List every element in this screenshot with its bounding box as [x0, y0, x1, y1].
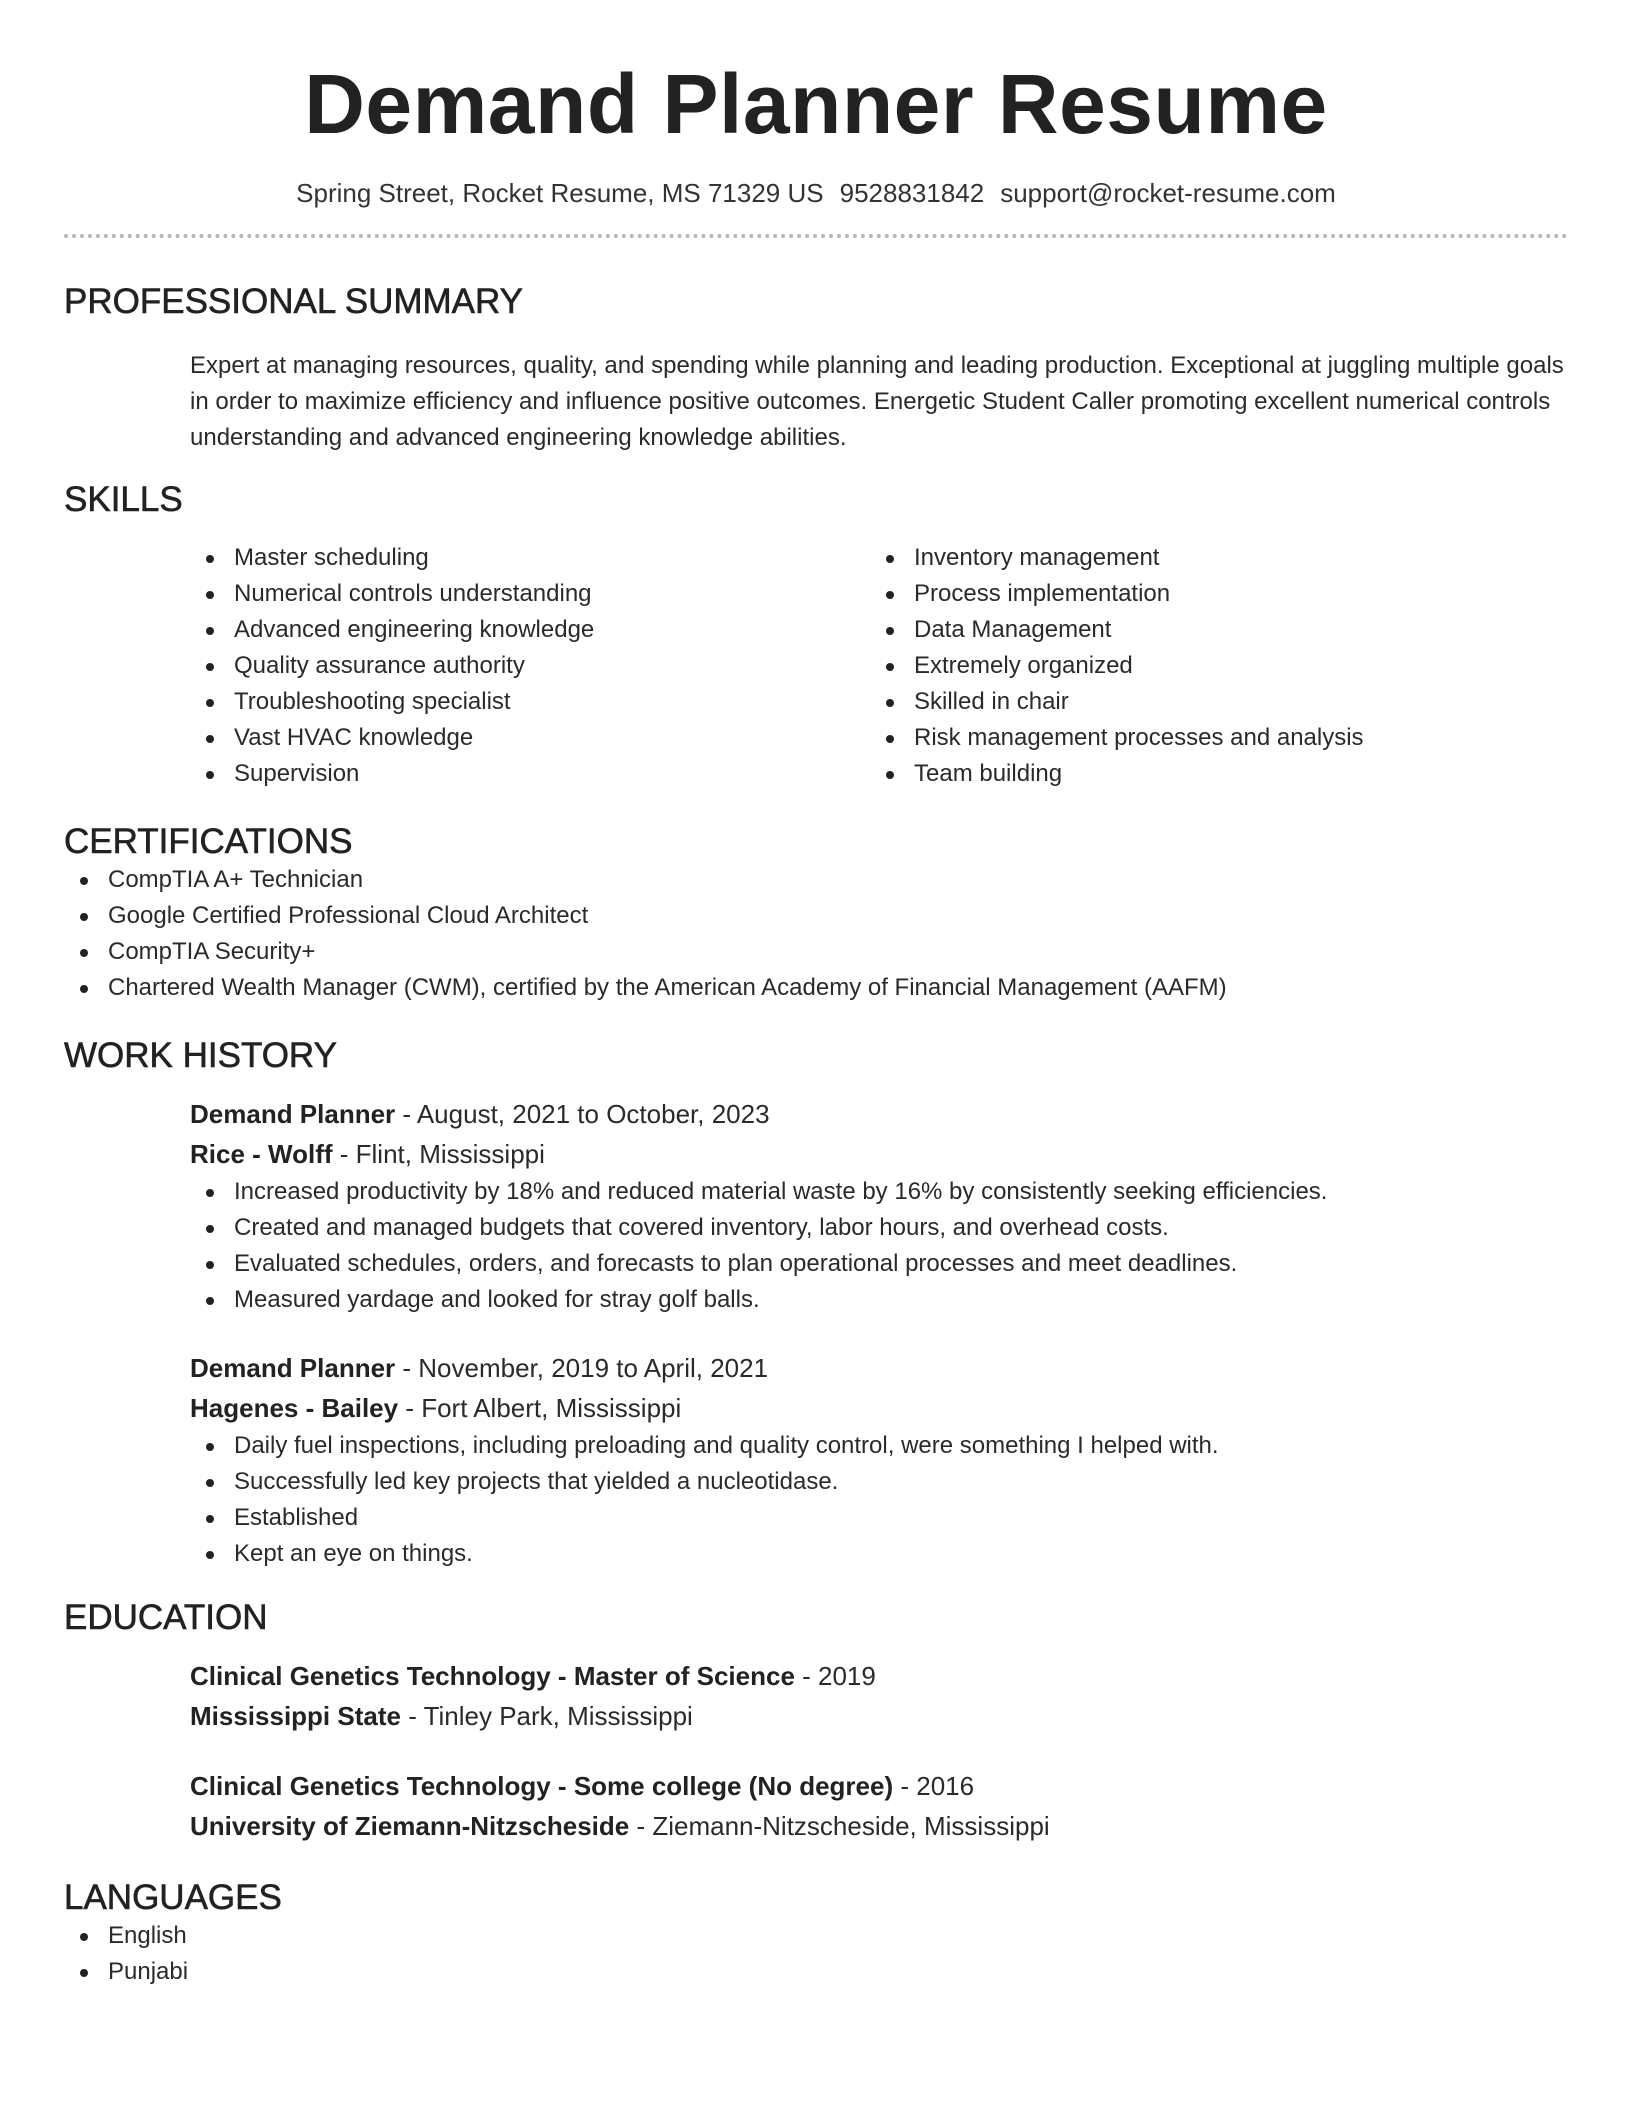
language-item: Punjabi — [64, 1954, 1568, 1990]
certifications-list — [64, 862, 1568, 1006]
job-entry — [190, 1348, 1568, 1572]
job-role: Demand Planner — [190, 1099, 396, 1129]
skills-heading: SKILLS — [64, 480, 183, 519]
skills-grid — [190, 540, 1568, 792]
skill-item: Master scheduling — [190, 540, 870, 576]
job-dates: - August, 2021 to October, 2023 — [395, 1099, 770, 1129]
languages-heading: LANGUAGES — [64, 1878, 282, 1917]
skill-item: Vast HVAC knowledge — [190, 720, 870, 756]
certification-item: Google Certified Professional Cloud Architect — [64, 898, 1568, 934]
job-bullet: Successfully led key projects that yielded a nucleotidase. — [190, 1464, 1568, 1500]
education-school: Mississippi State — [190, 1701, 401, 1731]
education-location: - Tinley Park, Mississippi — [400, 1701, 693, 1731]
work-history-heading: WORK HISTORY — [64, 1036, 337, 1075]
skill-item: Data Management — [870, 612, 1550, 648]
education-school-line — [190, 1806, 1568, 1846]
skills-column-left — [190, 540, 870, 792]
skill-item: Advanced engineering knowledge — [190, 612, 870, 648]
skills-column-right — [870, 540, 1550, 792]
job-bullet: Kept an eye on things. — [190, 1536, 1568, 1572]
job-bullet: Established — [190, 1500, 1568, 1536]
education-year: - 2019 — [794, 1661, 876, 1691]
skill-item: Skilled in chair — [870, 684, 1550, 720]
skill-item: Team building — [870, 756, 1550, 792]
summary-section — [64, 282, 1568, 456]
certification-item: CompTIA Security+ — [64, 934, 1568, 970]
education-location: - Ziemann-Nitzscheside, Mississippi — [629, 1811, 1050, 1841]
education-entry — [190, 1656, 1568, 1736]
education-degree-line — [190, 1766, 1568, 1806]
skill-item: Process implementation — [870, 576, 1550, 612]
job-bullet: Daily fuel inspections, including preloading and quality control, were something I helped with. — [190, 1428, 1568, 1464]
languages-list — [64, 1918, 1568, 1990]
education-degree-line — [190, 1656, 1568, 1696]
education-degree: Clinical Genetics Technology - Master of Science — [190, 1661, 795, 1691]
job-company-line — [190, 1134, 1568, 1174]
job-bullets — [190, 1174, 1568, 1318]
language-item: English — [64, 1918, 1568, 1954]
job-entry — [190, 1094, 1568, 1318]
job-company: Rice - Wolff — [190, 1139, 333, 1169]
skill-item: Inventory management — [870, 540, 1550, 576]
skill-item: Quality assurance authority — [190, 648, 870, 684]
skills-section — [64, 480, 1568, 792]
job-bullet: Increased productivity by 18% and reduced material waste by 16% by consistently seeking efficiencies. — [190, 1174, 1568, 1210]
skill-item: Troubleshooting specialist — [190, 684, 870, 720]
certification-item: CompTIA A+ Technician — [64, 862, 1568, 898]
job-bullet: Created and managed budgets that covered inventory, labor hours, and overhead costs. — [190, 1210, 1568, 1246]
work-history-section — [64, 1036, 1568, 1572]
summary-text: Expert at managing resources, quality, and spending while planning and leading production. Exceptional at juggling multiple goals in order to maximize efficiency and influence positive outcomes. Energetic Student Caller promoting excellent numerical controls understanding and advanced engineering knowledge abilities. — [190, 352, 1564, 451]
summary-heading: PROFESSIONAL SUMMARY — [64, 282, 523, 321]
skill-item: Extremely organized — [870, 648, 1550, 684]
job-company: Hagenes - Bailey — [190, 1393, 399, 1423]
education-section — [64, 1598, 1568, 1846]
job-role: Demand Planner — [190, 1353, 396, 1383]
education-degree: Clinical Genetics Technology - Some college (No degree) — [190, 1771, 894, 1801]
header-divider — [64, 234, 1568, 238]
job-bullet: Evaluated schedules, orders, and forecasts to plan operational processes and meet deadlines. — [190, 1246, 1568, 1282]
contact-phone: 9528831842 — [839, 178, 985, 208]
job-location: - Fort Albert, Mississippi — [398, 1393, 682, 1423]
education-school-line — [190, 1696, 1568, 1736]
skill-item: Numerical controls understanding — [190, 576, 870, 612]
certification-item: Chartered Wealth Manager (CWM), certified by the American Academy of Financial Management (AAFM) — [64, 970, 1568, 1006]
skill-item: Supervision — [190, 756, 870, 792]
job-bullets — [190, 1428, 1568, 1572]
job-role-line — [190, 1094, 1568, 1134]
job-location: - Flint, Mississippi — [332, 1139, 545, 1169]
certifications-section — [64, 822, 1568, 1006]
contact-address: Spring Street, Rocket Resume, MS 71329 US — [296, 178, 824, 208]
languages-section — [64, 1878, 1568, 1990]
contact-email: support@rocket-resume.com — [1000, 178, 1336, 208]
education-year: - 2016 — [893, 1771, 975, 1801]
job-company-line — [190, 1388, 1568, 1428]
certifications-heading: CERTIFICATIONS — [64, 822, 353, 861]
skill-item: Risk management processes and analysis — [870, 720, 1550, 756]
education-entry — [190, 1766, 1568, 1846]
job-role-line — [190, 1348, 1568, 1388]
job-bullet: Measured yardage and looked for stray golf balls. — [190, 1282, 1568, 1318]
education-school: University of Ziemann-Nitzscheside — [190, 1811, 630, 1841]
contact-line — [64, 178, 1568, 208]
education-heading: EDUCATION — [64, 1598, 268, 1637]
resume-title: Demand Planner Resume — [304, 57, 1328, 151]
job-dates: - November, 2019 to April, 2021 — [395, 1353, 769, 1383]
